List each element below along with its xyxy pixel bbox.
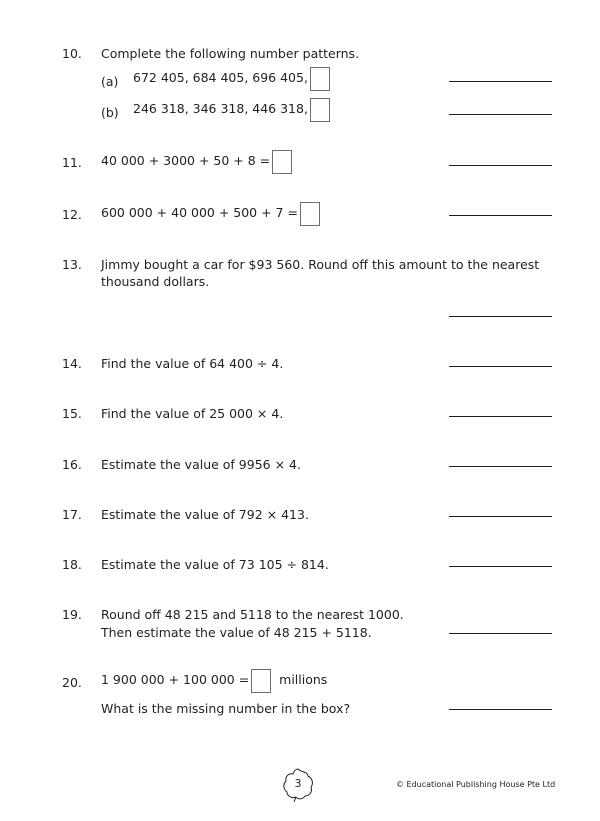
expression: 40 000 + 3000 + 50 + 8 = <box>101 153 271 168</box>
question-text-line2: thousand dollars. <box>101 274 210 289</box>
answer-line[interactable] <box>449 516 552 517</box>
number-pattern-a <box>133 66 330 91</box>
question-text-line2: Then estimate the value of 48 215 + 5118. <box>101 625 372 640</box>
answer-line[interactable] <box>449 316 552 317</box>
question-number: 13. <box>62 257 82 272</box>
question-number: 18. <box>62 557 82 572</box>
question-number: 17. <box>62 507 82 522</box>
question-number: 14. <box>62 356 82 371</box>
pattern-text: 246 318, 346 318, 446 318, <box>133 101 308 116</box>
answer-box[interactable] <box>272 150 292 174</box>
page-number: 3 <box>294 777 302 790</box>
question-text <box>101 149 292 174</box>
answer-line[interactable] <box>449 215 552 216</box>
answer-line[interactable] <box>449 566 552 567</box>
pattern-text: 672 405, 684 405, 696 405, <box>133 70 308 85</box>
answer-line[interactable] <box>449 81 552 82</box>
answer-box[interactable] <box>310 67 330 91</box>
question-number: 20. <box>62 675 82 690</box>
answer-box[interactable] <box>251 669 271 693</box>
expression: 1 900 000 + 100 000 = <box>101 672 250 687</box>
question-number: 11. <box>62 155 82 170</box>
question-text-line1: Round off 48 215 and 5118 to the nearest 1000. <box>101 607 404 622</box>
unit-label: millions <box>279 672 328 687</box>
answer-line[interactable] <box>449 416 552 417</box>
answer-box[interactable] <box>310 98 330 122</box>
number-pattern-b <box>133 97 330 122</box>
copyright: © Educational Publishing House Pte Ltd <box>396 780 556 789</box>
sub-label: (a) <box>101 74 119 89</box>
question-text-line2: What is the missing number in the box? <box>101 701 351 716</box>
question-text: Complete the following number patterns. <box>101 46 360 61</box>
question-text <box>101 201 320 226</box>
sub-label: (b) <box>101 105 119 120</box>
question-text: Find the value of 64 400 ÷ 4. <box>101 356 284 371</box>
expression: 600 000 + 40 000 + 500 + 7 = <box>101 205 298 220</box>
answer-box[interactable] <box>300 202 320 226</box>
answer-line[interactable] <box>449 366 552 367</box>
question-text: Estimate the value of 9956 × 4. <box>101 457 301 472</box>
question-number: 19. <box>62 607 82 622</box>
question-number: 15. <box>62 406 82 421</box>
question-text: Estimate the value of 792 × 413. <box>101 507 309 522</box>
question-number: 10. <box>62 46 82 61</box>
answer-line[interactable] <box>449 466 552 467</box>
leaf-page-badge <box>279 766 317 804</box>
answer-line[interactable] <box>449 709 552 710</box>
answer-line[interactable] <box>449 114 552 115</box>
question-text: Find the value of 25 000 × 4. <box>101 406 284 421</box>
answer-line[interactable] <box>449 165 552 166</box>
question-number: 12. <box>62 207 82 222</box>
question-text-line1: Jimmy bought a car for $93 560. Round off this amount to the nearest <box>101 257 540 272</box>
question-text: Estimate the value of 73 105 ÷ 814. <box>101 557 329 572</box>
question-text <box>101 668 327 693</box>
question-number: 16. <box>62 457 82 472</box>
answer-line[interactable] <box>449 633 552 634</box>
